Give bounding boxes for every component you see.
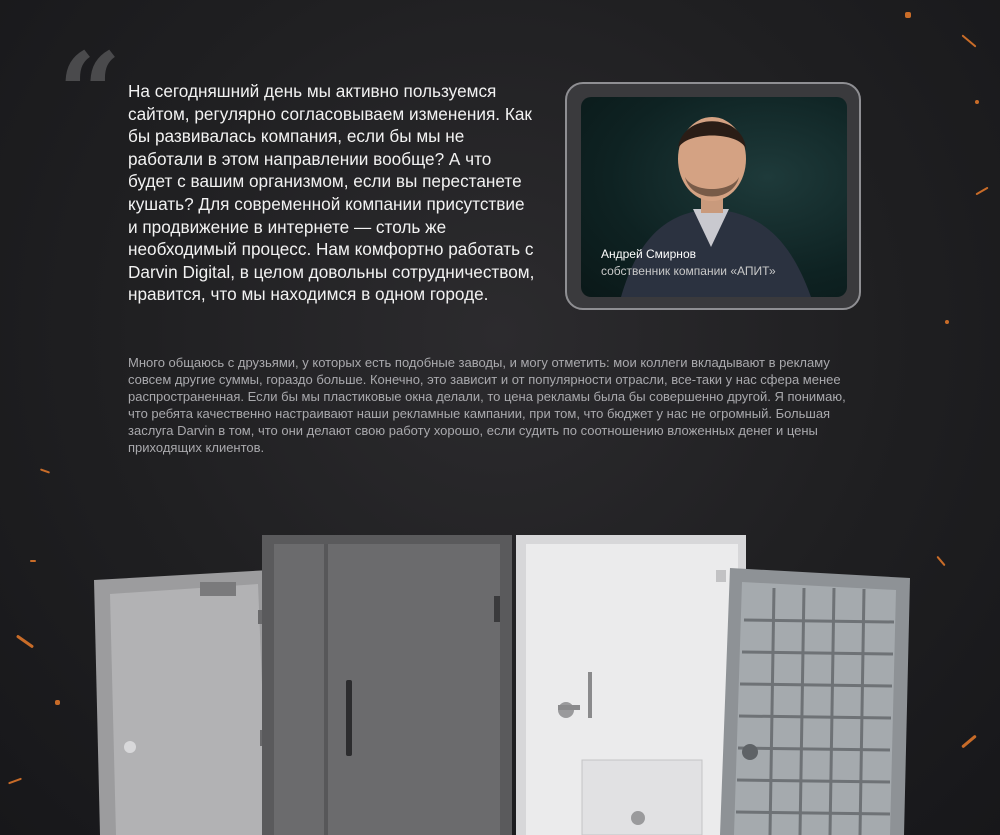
dark-door-icon xyxy=(262,535,512,835)
spark xyxy=(961,34,976,47)
quote-mark-icon: “ xyxy=(58,28,122,157)
spark xyxy=(8,778,22,785)
person-card xyxy=(565,82,861,310)
spark xyxy=(945,320,949,324)
spark xyxy=(975,100,979,104)
spark xyxy=(961,735,977,749)
spark xyxy=(30,560,36,562)
white-safe-door-icon xyxy=(516,535,746,835)
spark xyxy=(40,468,50,473)
spark xyxy=(936,556,945,566)
spark xyxy=(975,187,988,196)
spark xyxy=(16,635,34,649)
person-name: Андрей Смирнов xyxy=(601,247,696,261)
steel-grille-door-icon xyxy=(720,568,910,835)
testimonial-quote: На сегодняшний день мы активно пользуемся сайтом, регулярно согласовываем изменения. Как бы развивалась компания, если бы мы не работали в этом направлении вообще? А что будет с вашим организмом, если вы перестанете кушать? Для современной компании присутствие и продвижение в интернете — столь же необходимый процесс. Нам комфортно работать с Darvin Digital, в целом довольны сотрудничеством, нравится, что мы находимся в одном городе. xyxy=(128,81,535,305)
person-photo xyxy=(581,97,847,297)
testimonial-body-text: Много общаюсь с друзьями, у которых есть подобные заводы, и могу отметить: мои коллеги вкладывают в рекламу совсем другие суммы, гораздо больше. Конечно, это зависит и от популярности отрасли, все-таки у нас сфера менее распространенная. Если бы мы пластиковые окна делали, то цена рекламы была бы совершенно другой. Я понимаю, что ребята качественно настраивают наши рекламные кампании, при том, что бюджет у нас не огромный. Большая заслуга Darvin в том, что они делают свою работу хорошо, если судить по соотношению вложенных денег и цены приходящих клиентов. xyxy=(128,355,846,455)
grey-door-icon xyxy=(94,570,282,835)
person-role: собственник компании «АПИТ» xyxy=(601,264,776,278)
doors-product-image xyxy=(90,530,920,835)
spark xyxy=(55,700,60,705)
spark xyxy=(905,12,911,18)
